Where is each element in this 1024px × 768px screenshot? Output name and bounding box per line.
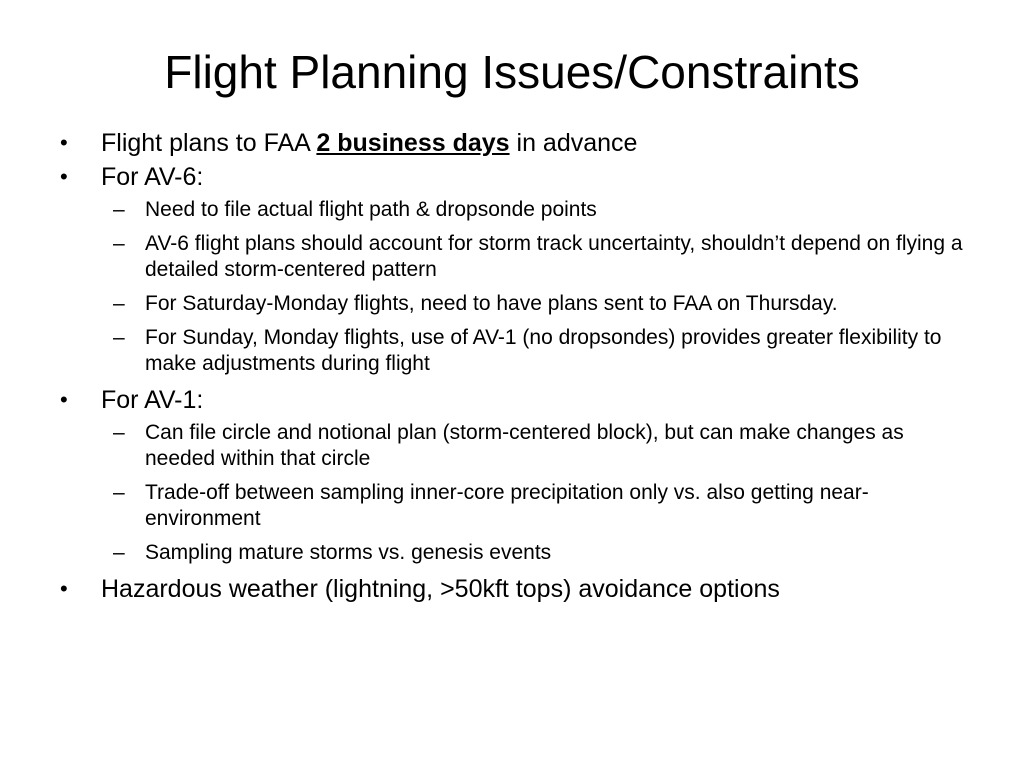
- bullet-text-suffix: in advance: [509, 129, 638, 157]
- dash-icon: –: [113, 326, 125, 349]
- sub-bullet-text: Can file circle and notional plan (storm-centered block), but can make changes as needed within that circle: [145, 421, 904, 470]
- dash-icon: –: [113, 421, 125, 444]
- sub-bullet-text: For Sunday, Monday flights, use of AV-1 (no dropsondes) provides greater flexibility to make adjustments during flight: [145, 326, 942, 375]
- bullet-dot-icon: •: [60, 130, 68, 155]
- sub-bullet-list: [101, 197, 978, 377]
- bullet-dot-icon: •: [60, 164, 68, 189]
- bullet-dot-icon: •: [60, 387, 68, 412]
- sub-bullet-list: [101, 420, 978, 566]
- sub-bullet-item: [101, 325, 978, 377]
- bullet-item: [58, 162, 978, 377]
- sub-bullet-item: [101, 420, 978, 472]
- dash-icon: –: [113, 232, 125, 255]
- bullet-item: [58, 385, 978, 566]
- sub-bullet-text: Need to file actual flight path & dropsonde points: [145, 198, 597, 221]
- bullet-dot-icon: •: [60, 576, 68, 601]
- sub-bullet-text: AV-6 flight plans should account for storm track uncertainty, shouldn’t depend on flying a detailed storm-centered pattern: [145, 232, 963, 281]
- dash-icon: –: [113, 541, 125, 564]
- dash-icon: –: [113, 198, 125, 221]
- bullet-text-prefix: Flight plans to FAA: [101, 129, 317, 157]
- sub-bullet-text: Sampling mature storms vs. genesis events: [145, 541, 552, 564]
- bullet-list: [58, 128, 978, 604]
- sub-bullet-item: [101, 480, 978, 532]
- dash-icon: –: [113, 292, 125, 315]
- sub-bullet-text: For Saturday-Monday flights, need to have plans sent to FAA on Thursday.: [145, 292, 838, 315]
- bullet-text: Hazardous weather (lightning, >50kft tops) avoidance options: [101, 575, 780, 603]
- bullet-emphasis: 2 business days: [316, 129, 510, 157]
- sub-bullet-item: [101, 197, 978, 223]
- sub-bullet-item: [101, 291, 978, 317]
- sub-bullet-item: [101, 231, 978, 283]
- bullet-item: [58, 128, 978, 158]
- bullet-item: [58, 574, 978, 604]
- bullet-text: For AV-6:: [101, 163, 204, 191]
- slide-title: Flight Planning Issues/Constraints: [164, 46, 860, 98]
- bullet-text: For AV-1:: [101, 386, 204, 414]
- sub-bullet-item: [101, 540, 978, 566]
- sub-bullet-text: Trade-off between sampling inner-core precipitation only vs. also getting near-environment: [145, 481, 869, 530]
- dash-icon: –: [113, 481, 125, 504]
